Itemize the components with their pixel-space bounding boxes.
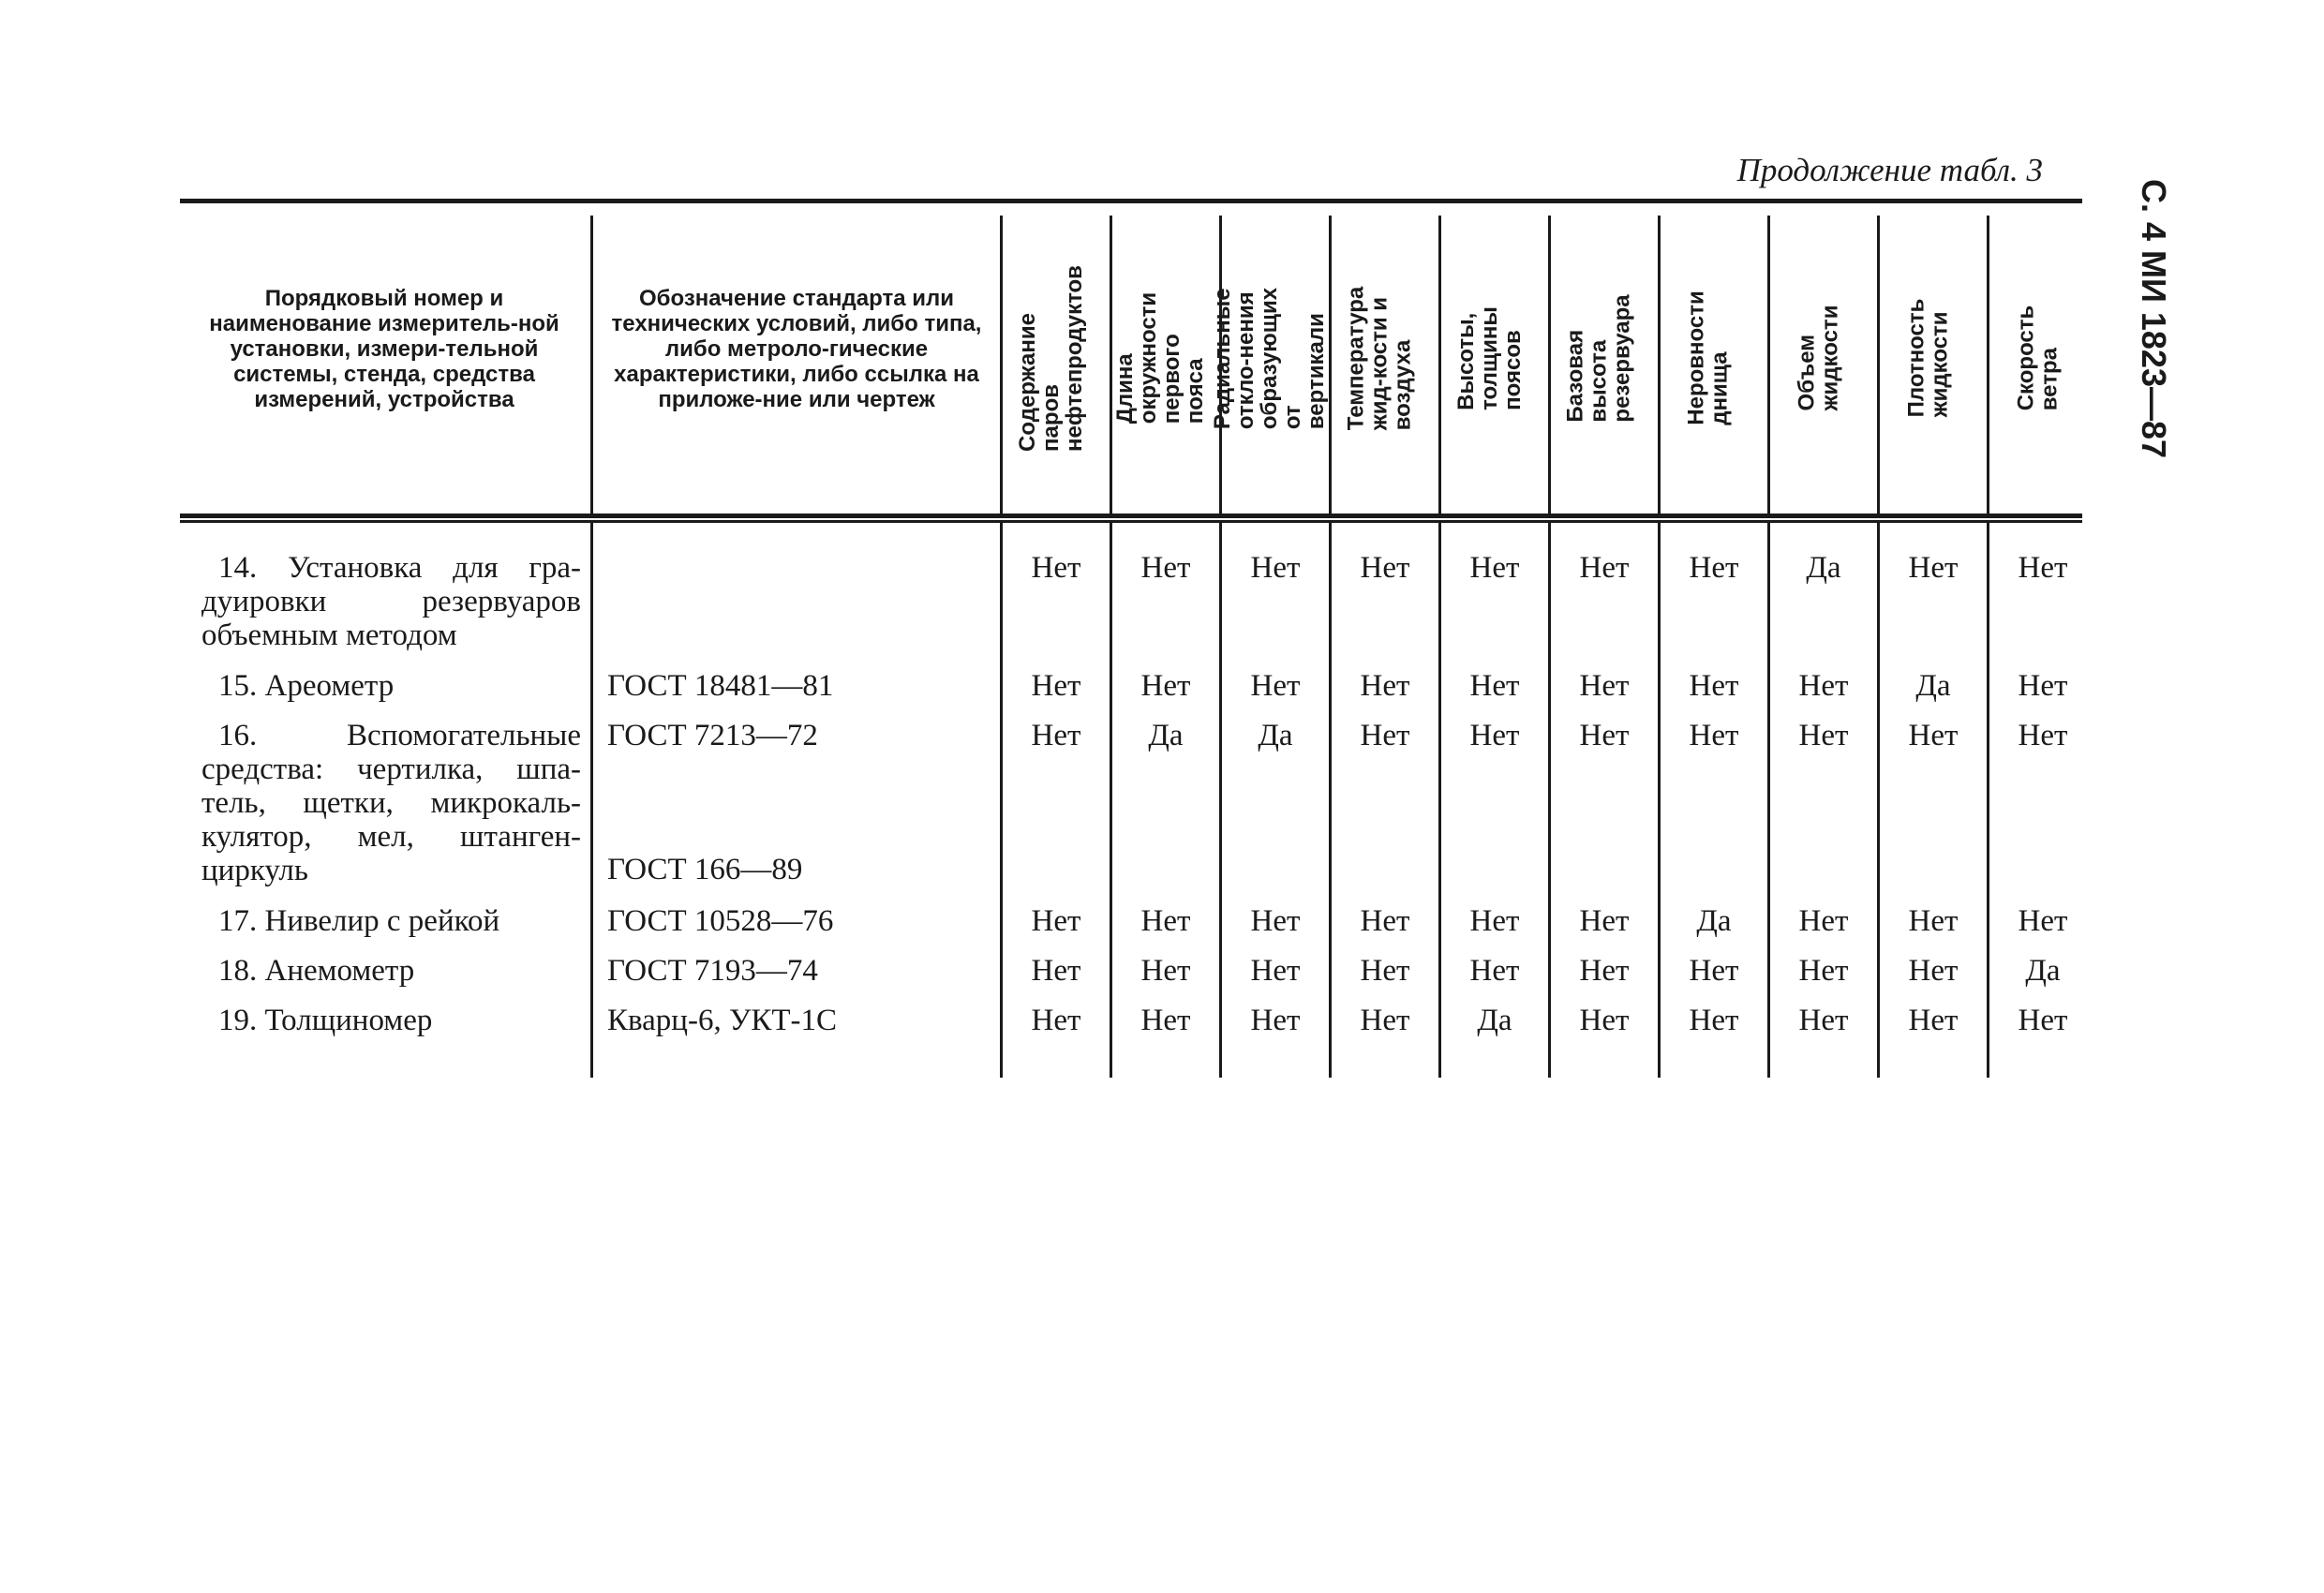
row-value-vapor: Нет [1031,669,1081,703]
row-value-liquid-volume: Нет [1798,904,1849,938]
row-value-liquid-volume: Нет [1798,954,1849,988]
row-value-vapor: Нет [1031,954,1081,988]
row-standard-extra: ГОСТ 166—89 [607,853,803,886]
row-value-wind-speed: Нет [2018,551,2068,585]
column-rule [1987,521,1989,1078]
row-value-vapor: Нет [1031,904,1081,938]
row-value-wind-speed: Да [2025,954,2061,988]
row-value-circumference: Нет [1140,551,1191,585]
row-value-radial-deviation: Нет [1250,904,1301,938]
row-value-bottom-unevenness: Нет [1689,954,1739,988]
header-param-temperature: Температура жид-кости и воздуха [1343,286,1416,430]
header-param-base-height: Базовая высота резервуара [1562,293,1635,423]
row-value-liquid-density: Нет [1908,1004,1959,1037]
row-value-wind-speed: Нет [2018,1004,2068,1037]
row-value-wind-speed: Нет [2018,719,2068,752]
row-value-temperature: Нет [1360,954,1410,988]
row-value-radial-deviation: Нет [1250,669,1301,703]
column-rule [1329,521,1332,1078]
row-value-liquid-density: Нет [1908,954,1959,988]
row-value-vapor: Нет [1031,551,1081,585]
header-item-name: Порядковый номер и наименование измеритель-ной установки, измери-тельной системы, стенда, средства измерений, устройства [209,286,559,412]
column-rule [1548,521,1551,1078]
row-value-bottom-unevenness: Да [1696,904,1732,938]
row-value-bottom-unevenness: Нет [1689,551,1739,585]
row-standard: ГОСТ 7213—72 [607,719,818,752]
row-value-base-height: Нет [1579,1004,1630,1037]
row-item-name: 16. Вспомогательные средства: чертилка, шпа-тель, щетки, микрокаль-кулятор, мел, штанген-циркуль [201,719,581,887]
column-rule [1658,521,1661,1078]
row-value-bottom-unevenness: Нет [1689,669,1739,703]
row-value-circumference: Да [1148,719,1184,752]
row-value-radial-deviation: Нет [1250,954,1301,988]
row-value-liquid-volume: Нет [1798,719,1849,752]
row-value-bottom-unevenness: Нет [1689,719,1739,752]
header-param-vapor: Содержание паров нефтепродуктов [1014,264,1087,452]
header-param-heights: Высоты, толщины поясов [1452,305,1526,410]
header-bottom-rule-2 [180,520,2082,523]
row-value-heights: Нет [1469,719,1520,752]
page-side-label-text: С. 4 МИ 1823—87 [2135,178,2173,459]
row-value-liquid-volume: Да [1806,551,1841,585]
header-standard: Обозначение стандарта или технических условий, либо типа, либо метроло-гические характеристики, либо ссылка на приложе-ние или чертеж [611,286,982,412]
row-standard: ГОСТ 7193—74 [607,954,818,988]
table-caption: Продолжение табл. 3 [1736,152,2043,188]
header-param-liquid-volume: Объем жидкости [1794,305,1842,411]
row-item-name: 19. Толщиномер [218,1004,433,1037]
row-value-vapor: Нет [1031,719,1081,752]
header-param-liquid-density: Плотность жидкости [1903,298,1953,418]
row-item-name: 15. Ареометр [218,669,395,703]
column-rule [1438,521,1441,1078]
header-param-circumference: Длина окружности первого пояса [1112,291,1208,424]
row-value-radial-deviation: Нет [1250,1004,1301,1037]
row-value-heights: Да [1477,1004,1512,1037]
row-value-circumference: Нет [1140,904,1191,938]
page-side-label [2125,159,2182,478]
row-value-base-height: Нет [1579,551,1630,585]
row-value-circumference: Нет [1140,669,1191,703]
row-value-heights: Нет [1469,551,1520,585]
row-value-bottom-unevenness: Нет [1689,1004,1739,1037]
row-value-circumference: Нет [1140,1004,1191,1037]
row-standard: ГОСТ 10528—76 [607,904,834,938]
column-rule [1877,521,1880,1078]
row-value-circumference: Нет [1140,954,1191,988]
row-standard: ГОСТ 18481—81 [607,669,834,703]
header-param-bottom-unevenness: Неровности днища [1684,290,1734,425]
row-value-liquid-volume: Нет [1798,1004,1849,1037]
row-value-liquid-density: Нет [1908,551,1959,585]
row-value-heights: Нет [1469,669,1520,703]
table-top-rule [180,199,2082,203]
row-value-heights: Нет [1469,904,1520,938]
row-value-base-height: Нет [1579,954,1630,988]
row-value-liquid-density: Нет [1908,904,1959,938]
row-item-name: 14. Установка для гра-дуировки резервуаров объемным методом [201,551,581,652]
row-item-name: 17. Нивелир с рейкой [218,904,500,938]
row-value-radial-deviation: Да [1258,719,1293,752]
row-value-wind-speed: Нет [2018,904,2068,938]
column-rule [1219,521,1222,1078]
column-rule [1110,521,1112,1078]
row-value-temperature: Нет [1360,904,1410,938]
row-value-liquid-density: Нет [1908,719,1959,752]
column-rule [1767,521,1770,1078]
row-standard: Кварц-6, УКТ-1С [607,1004,837,1037]
row-value-temperature: Нет [1360,719,1410,752]
row-value-temperature: Нет [1360,1004,1410,1037]
row-item-name: 18. Анемометр [218,954,415,988]
row-value-temperature: Нет [1360,551,1410,585]
header-param-wind-speed: Скорость ветра [2013,305,2063,411]
row-value-temperature: Нет [1360,669,1410,703]
row-value-radial-deviation: Нет [1250,551,1301,585]
row-value-liquid-density: Да [1915,669,1951,703]
row-value-base-height: Нет [1579,669,1630,703]
header-param-radial-deviation: Радиальные откло-нения образующих от вертикали [1210,287,1330,429]
column-rule [1000,521,1003,1078]
column-rule [590,521,593,1078]
column-rule [590,216,593,514]
row-value-base-height: Нет [1579,904,1630,938]
row-value-vapor: Нет [1031,1004,1081,1037]
row-value-wind-speed: Нет [2018,669,2068,703]
row-value-heights: Нет [1469,954,1520,988]
row-value-liquid-volume: Нет [1798,669,1849,703]
header-bottom-rule [180,514,2082,518]
row-value-base-height: Нет [1579,719,1630,752]
